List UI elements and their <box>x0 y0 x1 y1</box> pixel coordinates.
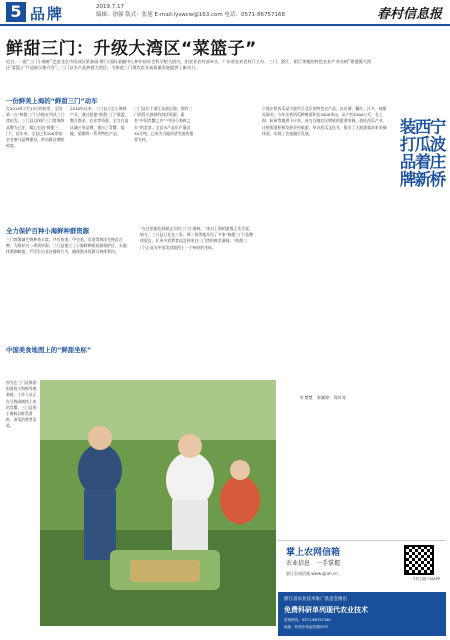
ad-app-title: 掌上农网信箱 <box>286 548 341 558</box>
ad-banner-line-3: 咨询热线：0571-86757160 <box>284 618 331 622</box>
ad-banner-bottom <box>278 592 446 636</box>
body-column-4: 三门湾海域生物种类丰富，共有鱼类、甲壳类、贝类等海洋生物近百种。为保护这一珍贵资源，三门县建立了小海鲜种质资源保护区，实施休渔期制度，严厉打击非法捕捞行为，确保渔业资源可持续利用。 <box>6 237 127 255</box>
lead-paragraph: 近日，一批“三门小海鲜”走进北京市西部区景泰园·斯门·国际金融中心和中国社会科学院大院内，由农业农村部牵头，广东省农业农村厅主办、三门、湛江、阳江等地的特色农业产业亮相“粤港澳大湾区‘菜篮子’产品展示推介会”。三门县水产品热销大湾区，为推进三门现代农业高质量发展提供了新动力。 <box>6 59 372 71</box>
ad-mobile-app <box>278 540 446 588</box>
body-column-6: 宁波庄桥西瓜是宁波市江北区的特色农产品，以皮薄、瓤红、汁多、味甜而闻名。今年庄桥西瓜种植面积达3000余亩，亩产约2500公斤，在上海、杭州等地供不应求，成为当地农民增收的重要来源。依托西瓜产业，庄桥街道积极发展乡村旅游，举办西瓜文化节，吸引了大批游客前来采摘体验，实现了农旅融合发展。 <box>262 106 387 136</box>
masthead <box>0 0 450 26</box>
vertical-title-line-1: 宁波庄桥 <box>427 118 446 188</box>
subhead-1: 一份鲜美上海的“鲜甜三门”动车 <box>6 97 98 105</box>
issue-meta <box>96 3 285 19</box>
vertical-title <box>397 118 445 314</box>
page-number: 5 <box>6 2 26 22</box>
body-column-1: 在2019年7月15日的夜里，全国第一台“鲜甜三门”冷链专列从三门湾出发。三门县以保护三门湾海鲜品牌为己任，精心打造“鲜甜三门”，近年来，全县已有200余家企业参与品牌建设，带动群众增收致富。 <box>6 106 65 149</box>
ad-banner-line-4: 地址：杭州市凤起东路29号 <box>284 625 329 629</box>
qr-code-icon <box>404 545 434 575</box>
body-column-2: 2018年以来，三门县立足小海鲜产业，通过组建“鲜甜三门”联盟，整合渔业、农业等资源，全力打造区域公用品牌，推出了青蟹、缢蛏、望潮等一系列特色产品。 <box>70 106 129 136</box>
ad-app-slogan: 农业信息 一手掌握 <box>286 560 341 567</box>
news-photo <box>40 380 276 626</box>
body-column-5: “在这里能吃到最正宗的三门小海鲜。”来自上海的游客王先生说。如今，三门县已在长三角、珠三角等地开设了多家“鲜甜三门”品牌体验店，让更多消费者品尝到来自三门湾的鲜美滋味，“鲜甜三门”正成为中国美食地图上一个响亮的坐标。 <box>140 226 253 250</box>
body-column-3: 三门县位于浙江东部沿海，拥有三门湾得天独厚的海洋资源，素有“中国青蟹之乡”“中国小海鲜之乡”的美誉。全县水产品年产量近30万吨，已成为当地经济发展的重要支柱。 <box>134 106 194 143</box>
ad-banner-line-2: 免费科研单列现代农业技术 <box>284 606 368 614</box>
subhead-3: 中国美食地图上的“鲜甜坐标” <box>6 346 92 354</box>
ad-banner-line-1: 浙江省农业技术推广基金会推出 <box>284 597 347 602</box>
subhead-2: 全力保护百种小海鲜种群资源 <box>6 227 90 235</box>
ad-app-website: 浙江农网信箱 www.zjnm.cn <box>286 571 338 576</box>
byline: 叶楚楚 张颖婷 郑叶亮 <box>300 395 347 400</box>
vertical-title-line-3: 装打品牌 <box>397 118 416 188</box>
vertical-title-line-2: 西瓜着新 <box>412 118 431 188</box>
issue-editors: 编辑：徐强 版式：张旭 E-mail:lyswcw@163.com 电话：0571-86757168 <box>96 12 285 18</box>
issue-date: 2019.7.17 <box>96 4 124 10</box>
section-label: 品牌 <box>30 5 65 23</box>
qr-code-caption: 手机扫描下载APP <box>412 577 440 581</box>
newspaper-logo: 春村信息报 <box>376 7 442 22</box>
photo-illustration <box>40 380 276 626</box>
headline: 鲜甜三门：升级大湾区“菜篮子” <box>6 39 257 59</box>
photo-caption: 图为在三门县海游街道的小海鲜养殖基地，工作人员正在分拣刚捕捞上来的青蟹。三门县的小海鲜以鲜美著称，深受消费者喜爱。 <box>6 380 37 429</box>
